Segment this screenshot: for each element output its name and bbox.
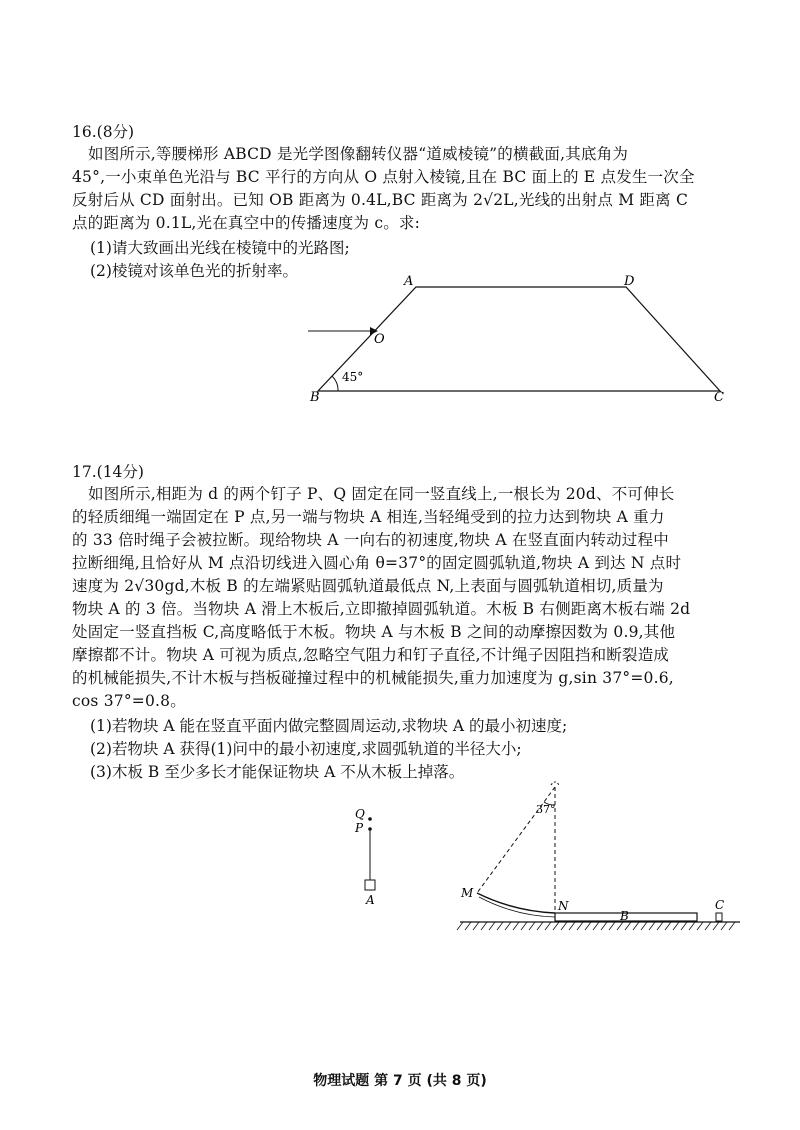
- q17-sub-1: (1)若物块 A 能在竖直平面内做完整圆周运动,求物块 A 的最小初速度;: [90, 717, 568, 735]
- q17-line-1: 如图所示,相距为 d 的两个钉子 P、Q 固定在同一竖直线上,一根长为 20d、不可伸长: [88, 485, 675, 503]
- block-A: [365, 880, 375, 890]
- q16-sub-2: (2)棱镜对该单色光的折射率。: [90, 262, 298, 280]
- q16-line-1: 如图所示,等腰梯形 ABCD 是光学图像翻转仪器“道威棱镜”的横截面,其底角为: [88, 145, 629, 163]
- q17-sub-2: (2)若物块 A 获得(1)问中的最小初速度,求圆弧轨道的半径大小;: [90, 740, 522, 758]
- page-footer: 物理试题 第 7 页 (共 8 页): [313, 1073, 487, 1089]
- label-angle-37: 37°: [536, 803, 556, 816]
- label-C: C: [714, 390, 724, 405]
- label-B: B: [310, 390, 320, 405]
- label-C: C: [715, 898, 725, 912]
- q17-line-5: 速度为 2√30gd,木板 B 的左端紧贴圆弧轨道最低点 N,上表面与圆弧轨道相切,质量为: [72, 577, 664, 595]
- wall-C: [716, 913, 722, 921]
- q17-sub-3: (3)木板 B 至少多长才能保证物块 A 不从木板上掉落。: [90, 763, 465, 781]
- q17-line-4: 拉断细绳,且恰好从 M 点沿切线进入圆心角 θ=37°的固定圆弧轨道,物块 A 到达 N 点时: [72, 554, 682, 572]
- nail-Q: [368, 817, 372, 821]
- label-M: M: [461, 886, 474, 900]
- label-A: A: [404, 274, 414, 289]
- label-P: P: [355, 821, 364, 835]
- q17-line-9: 的机械能损失,不计木板与挡板碰撞过程中的机械能损失,重力加速度为 g,sin 37°=0.6,: [72, 669, 674, 687]
- q17-line-7: 处固定一竖直挡板 C,高度略低于木板。物块 A 与木板 B 之间的动摩擦因数为 0.9,其他: [72, 623, 676, 641]
- q17-figure-pendulum: [345, 800, 405, 910]
- angle-arc: [332, 376, 338, 391]
- q16-line-2: 45°,一小束单色光沿与 BC 平行的方向从 O 点射入棱镜,且在 BC 面上的 E 点发生一次全: [72, 168, 695, 186]
- q17-header: 17.(14分): [72, 463, 144, 481]
- label-O: O: [374, 332, 385, 347]
- q17-line-8: 摩擦都不计。物块 A 可视为质点,忽略空气阻力和钉子直径,不计绳子因阻挡和断裂造成: [72, 646, 670, 664]
- q16-figure-trapezoid: [300, 275, 740, 405]
- center-mark: [551, 782, 559, 785]
- ground-hatch: [457, 922, 735, 930]
- q17-line-2: 的轻质细绳一端固定在 P 点,另一端与物块 A 相连,当轻绳受到的拉力达到物块 A 重力: [72, 508, 665, 526]
- q16-line-3: 反射后从 CD 面射出。已知 OB 距离为 0.4L,BC 距离为 2√2L,光线的出射点 M 距离 C: [72, 191, 689, 209]
- label-A: A: [366, 893, 375, 907]
- q16-line-4: 点的距离为 0.1L,光在真空中的传播速度为 c。求:: [72, 214, 421, 232]
- q17-line-3: 的 33 倍时绳子会被拉断。现给物块 A 一向右的初速度,物块 A 在竖直面内转动过程中: [72, 531, 669, 549]
- q17-line-6: 物块 A 的 3 倍。当物块 A 滑上木板后,立即撤掉圆弧轨道。木板 B 右侧距离木板右端 2d: [72, 600, 691, 618]
- label-angle-45: 45°: [342, 370, 364, 384]
- q17-line-10: cos 37°=0.8。: [72, 692, 186, 710]
- q16-header: 16.(8分): [72, 123, 135, 141]
- label-N: N: [558, 899, 569, 913]
- label-Q: Q: [355, 807, 365, 821]
- label-D: D: [624, 274, 635, 289]
- arc-track: [477, 893, 555, 913]
- q17-figure-track: [455, 775, 745, 945]
- label-B: B: [620, 909, 629, 923]
- q16-sub-1: (1)请大致画出光线在棱镜中的光路图;: [90, 239, 350, 257]
